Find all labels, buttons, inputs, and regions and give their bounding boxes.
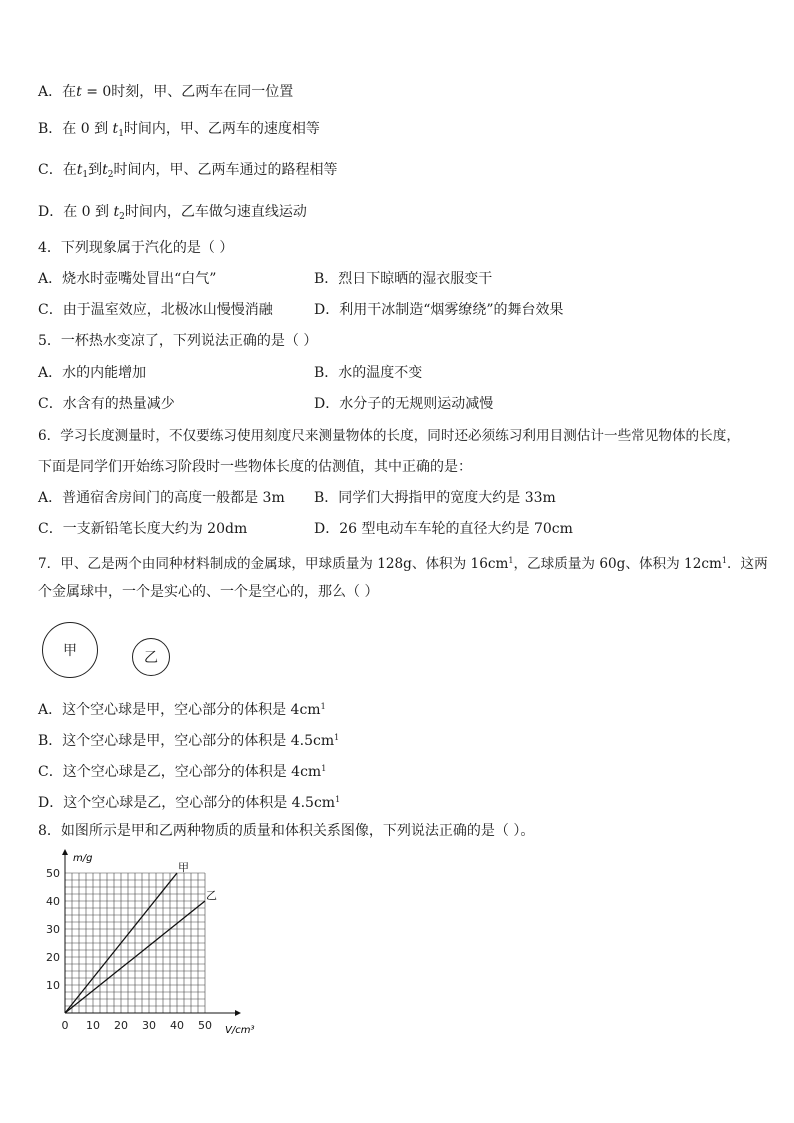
x-tick-label: 20 (114, 1019, 128, 1032)
y-tick-label: 10 (46, 979, 60, 992)
x-tick-label: 30 (142, 1019, 156, 1032)
q3-option-a: A．在t = 0时刻，甲、乙两车在同一位置 (38, 84, 294, 100)
q5-option-b: B．水的温度不变 (314, 365, 423, 381)
ball-yi-label: 乙 (144, 650, 158, 666)
q6-stem-line1: 6．学习长度测量时，不仅要练习使用刻度尺来测量物体的长度，同时还必须练习利用目测估计一些常见物体的长度， (38, 428, 740, 444)
q3-option-b: B．在 0 到 $t_1$时间内，甲、乙两车的速度相等 (38, 121, 320, 139)
y-axis-label: m/g (73, 853, 93, 864)
q3-option-d: D．在 0 到 $t_2$时间内，乙车做匀速直线运动 (38, 204, 307, 222)
q6-option-c: C．一支新铅笔长度大约为 20dm (38, 521, 248, 537)
y-tick-label: 50 (46, 867, 60, 880)
q4-option-c: C．由于温室效应，北极冰山慢慢消融 (38, 302, 273, 318)
q7-stem-line1: 7．甲、乙是两个由同种材料制成的金属球，甲球质量为 128g、体积为 $16cm^1$，乙球质量为 60g、体积为 $12cm^1$．这两 (38, 556, 768, 572)
y-tick-label: 30 (46, 923, 60, 936)
x-axis-label: V/cm³ (225, 1025, 255, 1036)
x-tick-label: 50 (198, 1019, 212, 1032)
q5-option-a: A．水的内能增加 (38, 365, 147, 381)
y-axis-arrow (62, 849, 68, 855)
q4-option-b: B．烈日下晾晒的湿衣服变干 (314, 271, 493, 287)
q5-option-c: C．水含有的热量减少 (38, 396, 175, 412)
ball-yi (132, 638, 170, 676)
q5-option-d: D．水分子的无规则运动减慢 (314, 396, 494, 412)
chart-grid (65, 873, 205, 1013)
q5-stem: 5．一杯热水变凉了，下列说法正确的是（ ） (38, 333, 318, 349)
q7-option-b: B．这个空心球是甲，空心部分的体积是 $4.5cm^1$ (38, 733, 340, 749)
x-tick-label: 10 (86, 1019, 100, 1032)
q7-option-d: D．这个空心球是乙，空心部分的体积是 $4.5cm^1$ (38, 795, 341, 811)
chart-series (65, 861, 217, 1013)
q7-option-a: A．这个空心球是甲，空心部分的体积是 $4cm^1$ (38, 702, 326, 718)
q6-option-a: A．普通宿舍房间门的高度一般都是 3m (38, 490, 285, 506)
series-label-jia: 甲 (178, 861, 189, 874)
q6-option-b: B．同学们大拇指甲的宽度大约是 33m (314, 490, 556, 506)
y-tick-label: 40 (46, 895, 60, 908)
q4-option-a: A．烧水时壶嘴处冒出“白气” (38, 271, 217, 287)
q4-stem: 4．下列现象属于汽化的是（ ） (38, 240, 234, 256)
q7-stem-line2: 个金属球中，一个是实心的、一个是空心的，那么（ ） (38, 584, 379, 600)
ball-jia (42, 622, 98, 678)
q3-option-c: C．在$t_1$到$t_2$时间内，甲、乙两车通过的路程相等 (38, 162, 338, 180)
q6-stem-line2: 下面是同学们开始练习阶段时一些物体长度的估测值，其中正确的是： (38, 459, 472, 475)
mass-volume-chart (30, 845, 290, 1045)
chart-ticks (46, 867, 212, 1032)
chart-axes (62, 849, 241, 1016)
series-label-yi: 乙 (206, 889, 217, 902)
x-axis-arrow (235, 1010, 241, 1016)
x-tick-label: 40 (170, 1019, 184, 1032)
q4-option-d: D．利用干冰制造“烟雾缭绕”的舞台效果 (314, 302, 564, 318)
q8-stem: 8．如图所示是甲和乙两种物质的质量和体积关系图像，下列说法正确的是（ ）。 (38, 823, 535, 839)
y-tick-label: 20 (46, 951, 60, 964)
ball-jia-label: 甲 (63, 643, 77, 659)
q7-option-c: C．这个空心球是乙，空心部分的体积是 $4cm^1$ (38, 764, 327, 780)
q6-option-d: D．26 型电动车车轮的直径大约是 70cm (314, 521, 573, 537)
x-tick-label: 0 (61, 1019, 69, 1032)
